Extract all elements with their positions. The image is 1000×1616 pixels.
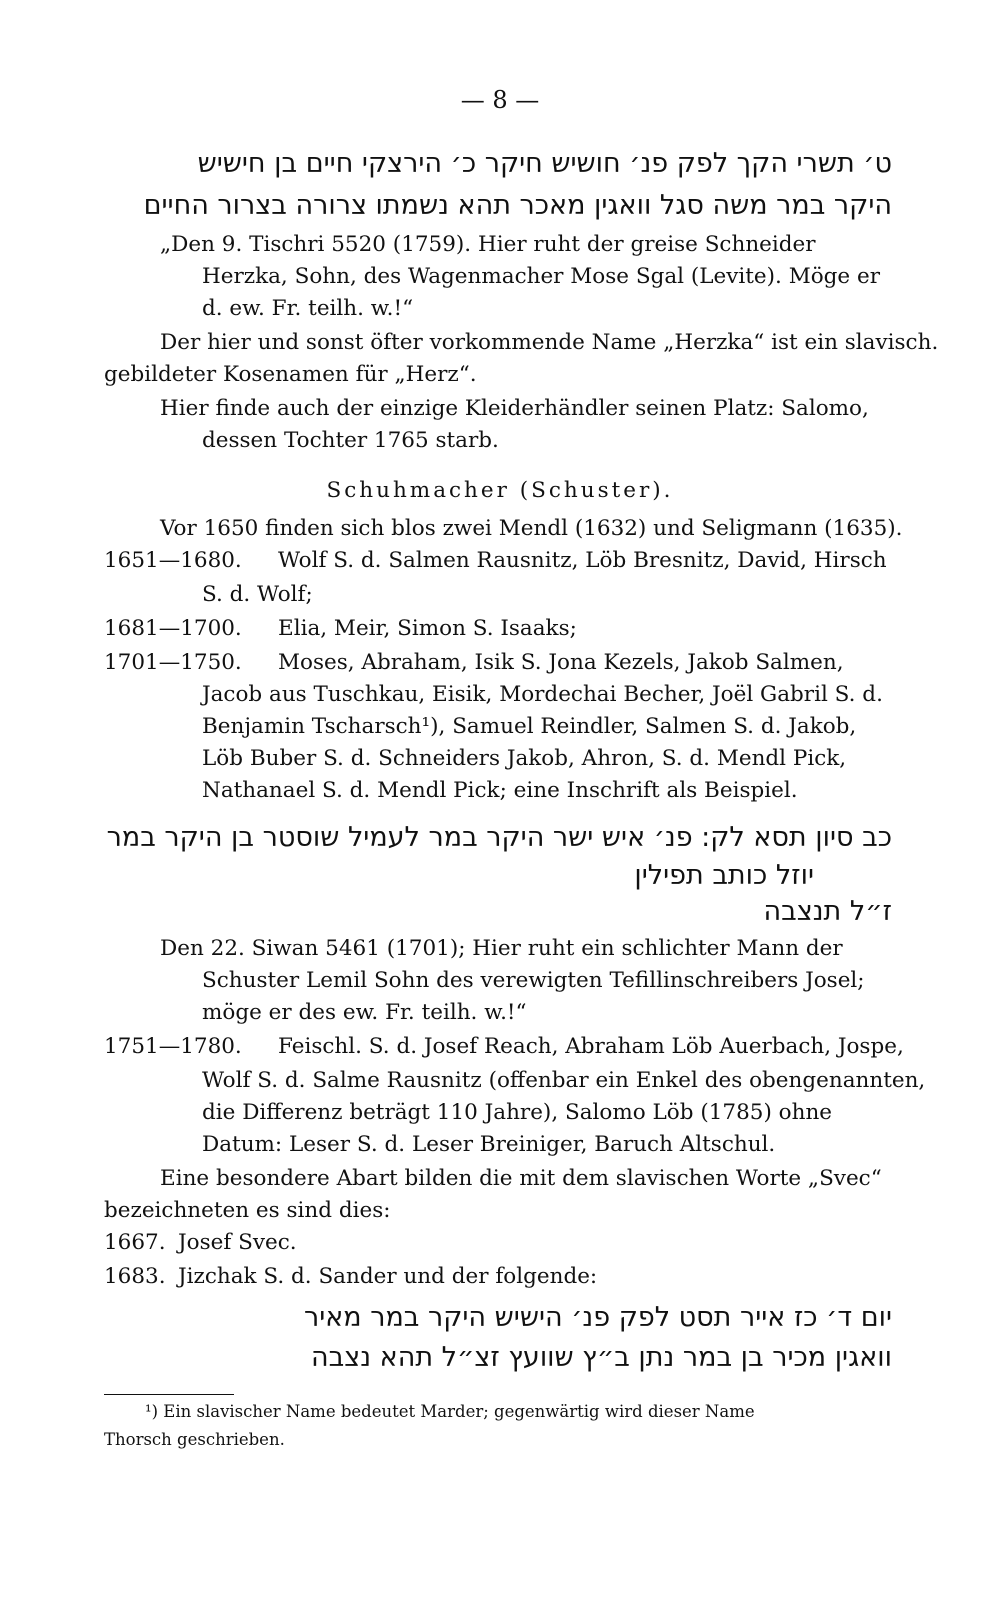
paragraph-line: dessen Tochter 1765 starb. <box>202 428 499 453</box>
paragraph-line: Der hier und sonst öfter vorkommende Name „Herzka“ ist ein slavisch. <box>160 330 939 355</box>
period-label: 1651—1680. <box>104 548 242 573</box>
inscription-translation-line: Den 22. Siwan 5461 (1701); Hier ruht ein schlichter Mann der <box>160 936 843 961</box>
inscription-translation-line: d. ew. Fr. teilh. w.!“ <box>202 296 414 321</box>
period-label: 1681—1700. <box>104 616 242 641</box>
paragraph-line: Hier finde auch der einzige Kleiderhändler seinen Platz: Salomo, <box>160 396 869 421</box>
period-entry-line: Benjamin Tscharsch¹), Samuel Reindler, Salmen S. d. Jakob, <box>202 714 857 739</box>
hebrew-inscription-line: יוזל כותב תפילין <box>634 860 814 891</box>
period-entry-line: Josef Svec. <box>178 1230 297 1255</box>
hebrew-inscription-line: כב סיון תסא לק: פנ׳ איש ישר היקר במר לעמיל שוסטר בן היקר במר <box>106 822 892 853</box>
hebrew-inscription-line: וואגין מכיר בן במר נתן ב״ץ שוועץ זצ״ל תהא נצבה <box>310 1342 892 1373</box>
paragraph-line: bezeichneten es sind dies: <box>104 1198 391 1223</box>
footnote-line: Thorsch geschrieben. <box>104 1430 285 1449</box>
period-entry-line: Moses, Abraham, Isik S. Jona Kezels, Jakob Salmen, <box>278 650 844 675</box>
footnote-line: ¹) Ein slavischer Name bedeutet Marder; gegenwärtig wird dieser Name <box>145 1402 755 1421</box>
period-entry-line: Wolf S. d. Salmen Rausnitz, Löb Bresnitz, David, Hirsch <box>278 548 887 573</box>
period-label: 1667. <box>104 1230 166 1255</box>
hebrew-inscription-line: ט׳ תשרי הקך לפק פנ׳ חושיש חיקר כ׳ הירצקי חיים בן חישיש <box>197 148 892 179</box>
period-entry-line: S. d. Wolf; <box>202 582 313 607</box>
period-entry-line: Wolf S. d. Salme Rausnitz (offenbar ein Enkel des obengenannten, <box>202 1068 926 1093</box>
inscription-translation-line: Schuster Lemil Sohn des verewigten Tefillinschreibers Josel; <box>202 968 865 993</box>
paragraph-line: Eine besondere Abart bilden die mit dem slavischen Worte „Svec“ <box>160 1166 882 1191</box>
period-label: 1751—1780. <box>104 1034 242 1059</box>
hebrew-inscription-line: יום ד׳ כז אייר תסט לפק פנ׳ הישיש היקר במר מאיר <box>303 1302 892 1333</box>
inscription-translation-line: Herzka, Sohn, des Wagenmacher Mose Sgal (Levite). Möge er <box>202 264 880 289</box>
period-entry-line: Jacob aus Tuschkau, Eisik, Mordechai Becher, Joël Gabril S. d. <box>202 682 883 707</box>
period-entry-line: Feischl. S. d. Josef Reach, Abraham Löb Auerbach, Jospe, <box>278 1034 904 1059</box>
section-heading: Schuhmacher (Schuster). <box>326 478 674 503</box>
page-number: — 8 — <box>460 86 540 114</box>
period-entry-line: Nathanael S. d. Mendl Pick; eine Inschrift als Beispiel. <box>202 778 798 803</box>
inscription-translation-line: möge er des ew. Fr. teilh. w.!“ <box>202 1000 527 1025</box>
paragraph-line: gebildeter Kosenamen für „Herz“. <box>104 362 477 387</box>
period-label: 1701—1750. <box>104 650 242 675</box>
footnote-divider <box>104 1394 234 1395</box>
period-label: 1683. <box>104 1264 166 1289</box>
hebrew-inscription-line: ז״ל תנצבה <box>763 896 892 927</box>
inscription-translation-line: „Den 9. Tischri 5520 (1759). Hier ruht der greise Schneider <box>160 232 816 257</box>
period-entry-line: Löb Buber S. d. Schneiders Jakob, Ahron, S. d. Mendl Pick, <box>202 746 847 771</box>
hebrew-inscription-line: היקר במר משה סגל וואגין מאכר תהא נשמתו צרורה בצרור החיים <box>143 190 892 221</box>
period-entry-line: Jizchak S. d. Sander und der folgende: <box>178 1264 598 1289</box>
period-entry-line: die Differenz beträgt 110 Jahre), Salomo Löb (1785) ohne <box>202 1100 833 1125</box>
period-entry-line: Elia, Meir, Simon S. Isaaks; <box>278 616 577 641</box>
period-entry-line: Datum: Leser S. d. Leser Breiniger, Baruch Altschul. <box>202 1132 776 1157</box>
paragraph-line: Vor 1650 finden sich blos zwei Mendl (1632) und Seligmann (1635). <box>160 516 903 541</box>
